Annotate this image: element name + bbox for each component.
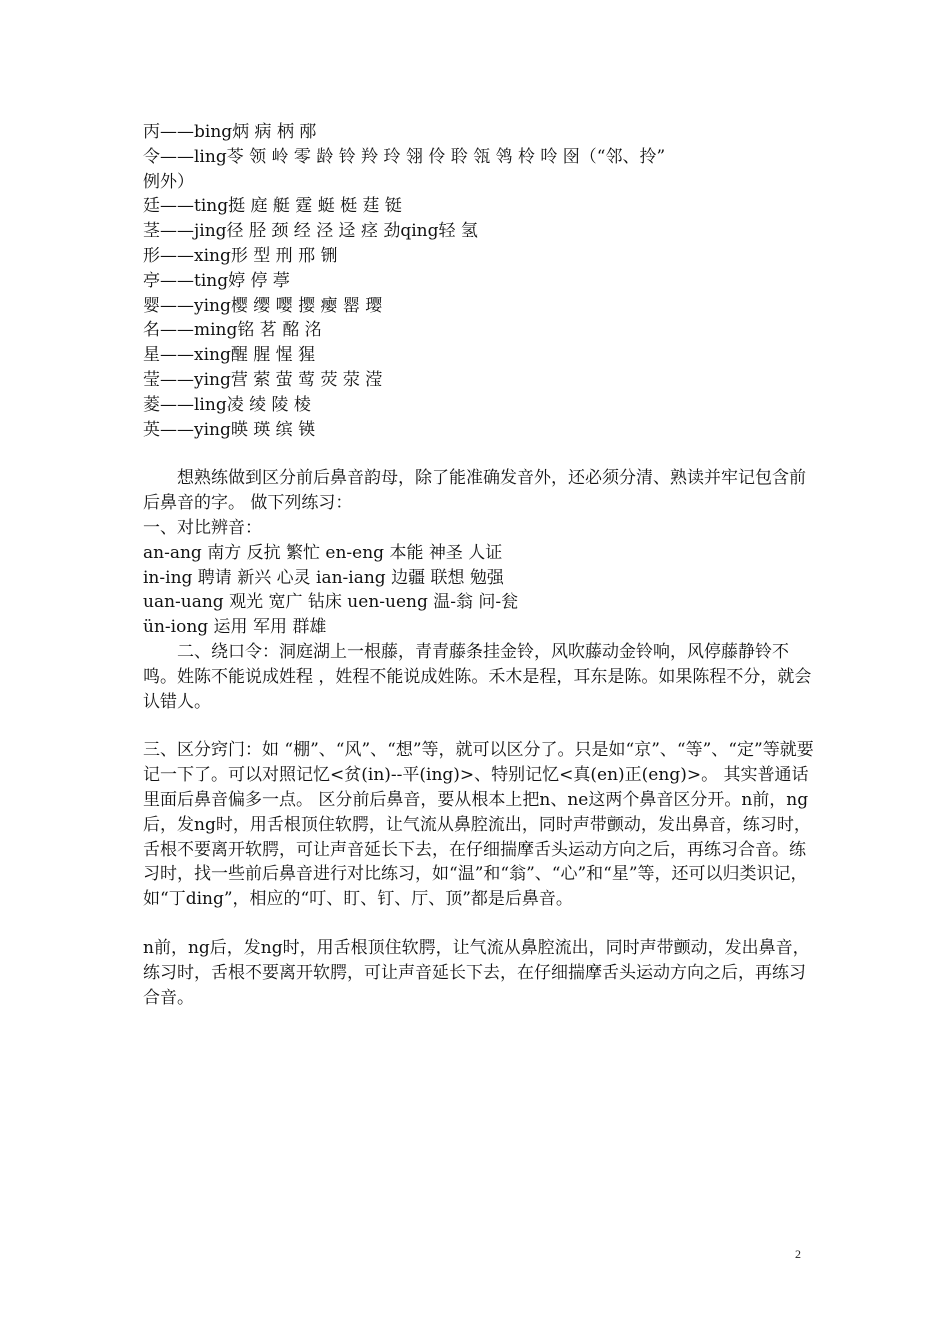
- final-paragraph: n前，ng后，发ng时，用舌根顶住软腭，让气流从鼻腔流出，同时声带颤动，发出鼻音，练习时，舌根不要离开软腭，可让声音延长下去，在仔细揣摩舌头运动方向之后，再练习合音。: [143, 937, 810, 1008]
- practice-line: in-ing 聘请 新兴 心灵 ian-iang 边疆 联想 勉强: [143, 567, 504, 588]
- char-line: 丙——bing炳 病 柄 邴: [143, 122, 317, 142]
- char-line: 菱——ling凌 绫 陵 棱: [143, 394, 311, 415]
- practice-line: an-ang 南方 反抗 繁忙 en-eng 本能 神圣 人证: [143, 542, 503, 563]
- practice-line: uan-uang 观光 宽广 钻床 uen-ueng 温-翁 问-瓮: [143, 592, 519, 613]
- practice-list: [143, 541, 815, 640]
- practice-line: ün-iong 运用 军用 群雄: [143, 617, 327, 638]
- char-line: 亭——ting婷 停 葶: [143, 270, 290, 291]
- document-body: [143, 120, 815, 1010]
- tongue-twister-paragraph: 二、绕口令：洞庭湖上一根藤，青青藤条挂金铃，风吹藤动金铃响，风停藤静铃不鸣。姓陈不能说成姓程 ，姓程不能说成姓陈。禾木是程，耳东是陈。如果陈程不分，就会认错人。: [143, 641, 812, 712]
- char-line: 名——ming铭 茗 酩 洺: [143, 320, 322, 341]
- char-line: 例外）: [143, 171, 194, 192]
- tips-paragraph: 三、区分窍门：如 “棚”、“风”、“想”等，就可以区分了。只是如“京”、“等”、“定”等就要 记一下了。可以对照记忆<贫(in)--平(ing)>、特别记忆<真(en)正(eng)>。 其实普通话里面后鼻音偏多一点。 区分前后鼻音，要从根本上把n、ne这两个鼻音区分开。n前，ng后，发ng时，用舌根顶住软腭，让气流从鼻腔流出，同时声带颤动，发出鼻音，练习时，舌根不要离开软腭，可让声音延长下去，在仔细揣摩舌头运动方向之后，再练习合音。练习时，找一些前后鼻音进行对比练习，如“温”和“翁”、“心”和“星”等，还可以归类识记，如“丁ding”，相应的“叮、盯、钉、厅、顶”都是后鼻音。: [143, 740, 814, 910]
- intro-paragraph: 想熟练做到区分前后鼻音韵母，除了能准确发音外，还必须分清、熟读并牢记包含前后鼻音的字。 做下列练习：: [143, 468, 806, 514]
- char-line: 英——ying暎 瑛 缤 锳: [143, 419, 316, 440]
- char-line: 令——ling苓 领 岭 零 龄 铃 羚 玲 翎 伶 聆 瓴 鸰 柃 呤 囹（“邻、拎”: [143, 146, 666, 167]
- char-line: 茎——jing径 胫 颈 经 泾 迳 痉 劲qing轻 氢: [143, 221, 478, 242]
- char-line: 星——xing醒 腥 惺 猩: [143, 345, 316, 366]
- character-list: [143, 120, 815, 442]
- char-line: 形——xing形 型 刑 邢 铏: [143, 245, 338, 266]
- page-number: 2: [795, 1247, 801, 1261]
- char-line: 婴——ying樱 缨 嘤 撄 瘿 罂 璎: [143, 295, 383, 316]
- practice-heading: 一、对比辨音：: [143, 517, 262, 538]
- char-line: 廷——ting挺 庭 艇 霆 蜓 梃 莛 铤: [143, 196, 402, 217]
- char-line: 莹——ying营 萦 萤 莺 荧 荥 滢: [143, 369, 383, 390]
